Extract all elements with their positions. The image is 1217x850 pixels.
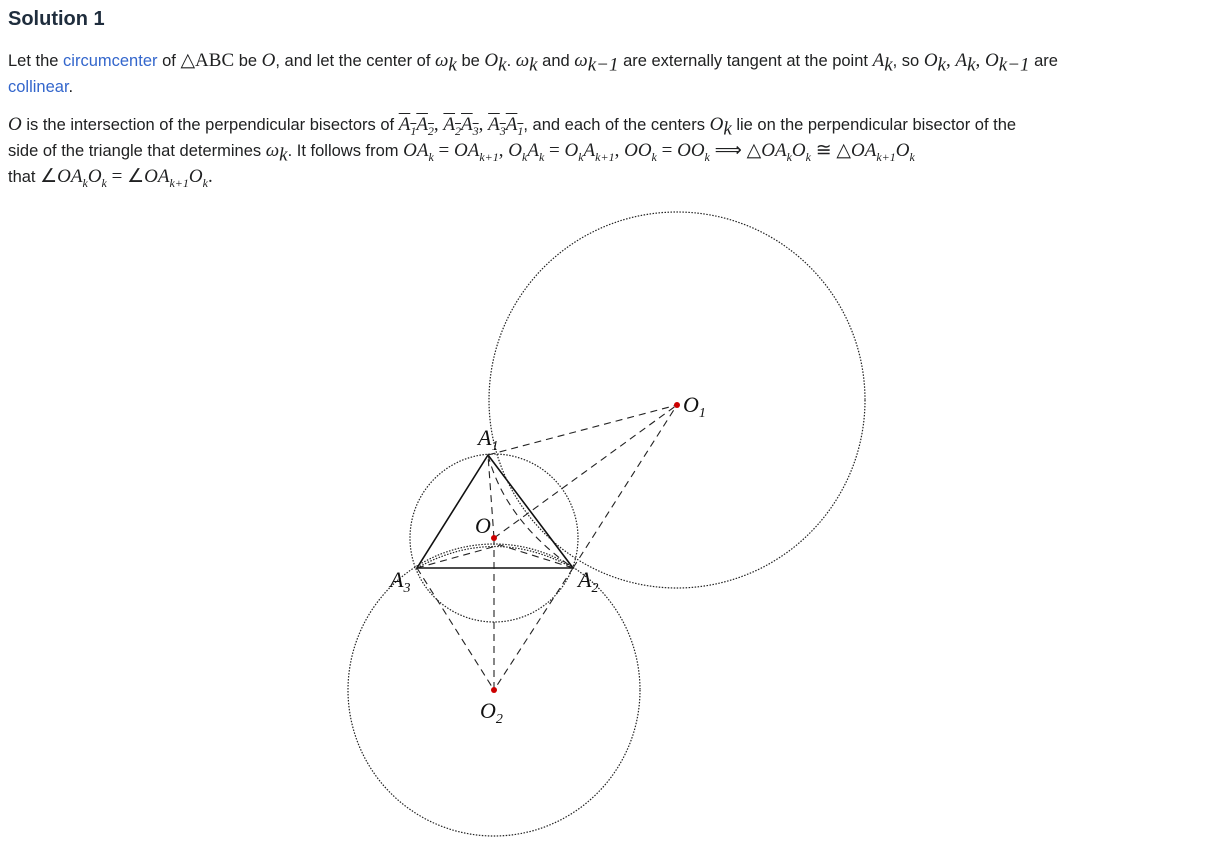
paragraph-1-cont: collinear. xyxy=(8,78,74,96)
dash-a2-o3 xyxy=(500,545,573,568)
center-o1-dot xyxy=(674,402,680,408)
label-a1: $A_1$ xyxy=(478,425,499,454)
collinear-link[interactable]: collinear xyxy=(8,78,69,96)
dash-a3-o2 xyxy=(417,568,494,690)
label-o1: $O_1$ xyxy=(683,392,706,421)
dash-a1-o1 xyxy=(488,405,677,455)
center-o-dot xyxy=(491,535,497,541)
solution-heading: Solution 1 xyxy=(8,8,105,30)
circumcenter-link[interactable]: circumcenter xyxy=(63,52,158,70)
triangle-a1a2a3 xyxy=(417,455,573,568)
label-a3: $A_3$ xyxy=(390,567,411,596)
paragraph-2-line-3: that $\angle OA_kO_k$ = $\angle OA_{k+1}O_k$. xyxy=(8,166,213,190)
dash-o-o1 xyxy=(494,405,677,538)
label-o: O xyxy=(475,513,491,538)
center-o2-dot xyxy=(491,687,497,693)
paragraph-2-line-1: O is the intersection of the perpendicular bisectors of $A_1A_2$, $A_2A_3$, $A_3A_1$, and each of the centers $O_k$ lie on the perpendicular bisector of the xyxy=(8,114,1017,140)
paragraph-2-line-2: side of the triangle that determines $\omega_k$. It follows from $OA_k = OA_{k+1}$, $O_kA_k = O_kA_{k+1}$, $OO_k = OO_k$ ⟹ $\triangle OA_kO_k$ ≅ $\triangle OA_{k+1}O_k$ xyxy=(8,140,915,166)
label-o2: $O_2$ xyxy=(480,698,503,727)
dash-a2-o2 xyxy=(494,568,573,690)
dash-a2-o1 xyxy=(573,405,677,568)
label-a2: $A_2$ xyxy=(578,567,599,596)
paragraph-1: Let the circumcenter of △ABC be O, and let the center of $\omega_k$ be $O_k$. $\omega_k$ and $\omega_{k-1}$ are externally tangent at the point $A_k$, so $O_k$, $A_k$, $O_{k-1}$ are xyxy=(8,50,1058,76)
